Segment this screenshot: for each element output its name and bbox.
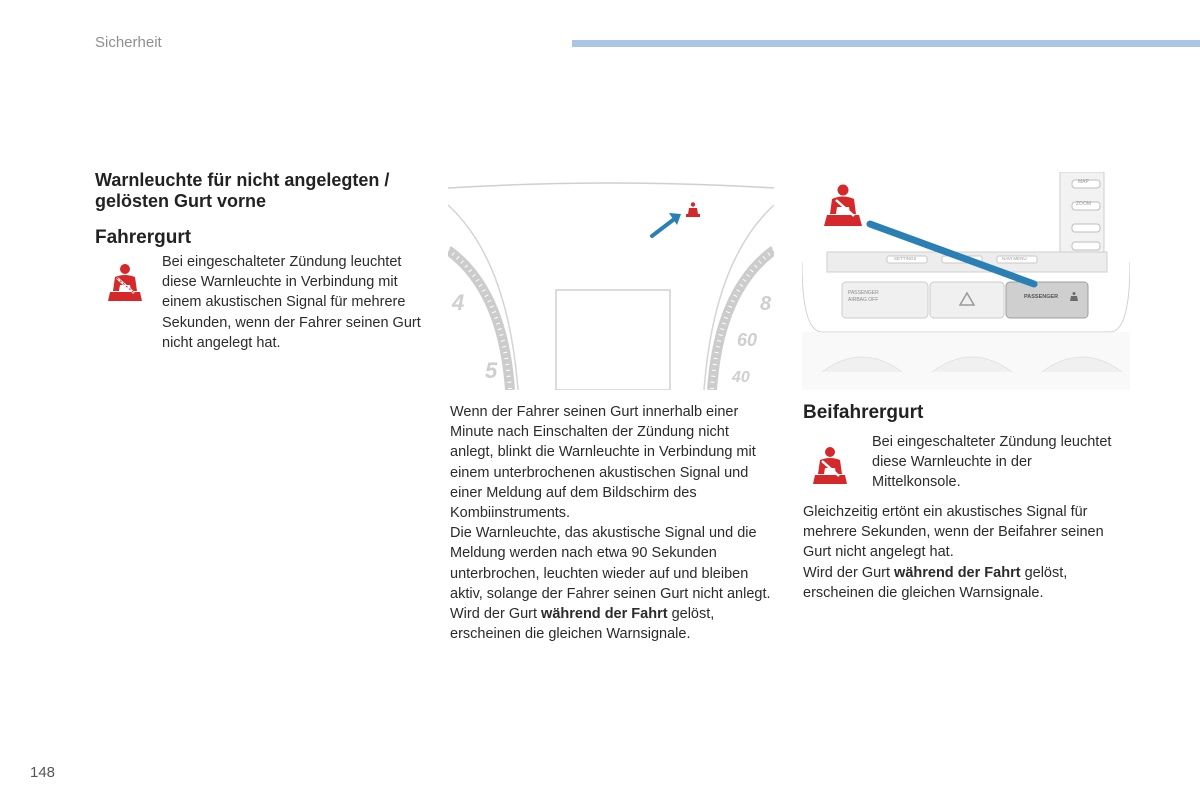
driver-paragraph-1: Wenn der Fahrer seinen Gurt innerhalb einer Minute nach Einschalten der Zündung nicht anlegt, blinkt die Warnleuchte in Verbindung mit einem unterbrochenen akustischen Signal und einer Meldung auf dem Bildschirm des Kombiinstruments. bbox=[450, 404, 756, 522]
gauge-left-number-2: 5 bbox=[485, 358, 498, 383]
page-number: 148 bbox=[30, 764, 56, 781]
main-title: Warnleuchte für nicht angelegten / gelösten Gurt vorne bbox=[95, 170, 390, 211]
passenger-body-text bbox=[803, 502, 1133, 603]
passenger-paragraph-1: Gleichzeitig ertönt ein akustisches Signal für mehrere Sekunden, wenn der Beifahrer seinen Gurt nicht angelegt hat. bbox=[803, 504, 1104, 561]
driver-paragraph-3: Wird der Gurt während der Fahrt gelöst, erscheinen die gleichen Warnsignale. bbox=[450, 606, 715, 643]
driver-paragraph-2: Die Warnleuchte, das akustische Signal und die Meldung werden nach etwa 90 Sekunden unterbrochen, leuchten wieder auf und bleiben aktiv, solange der Fahrer seinen Gurt nicht anlegt. bbox=[450, 525, 771, 602]
instrument-cluster-illustration bbox=[448, 180, 774, 390]
driver-body-text bbox=[450, 402, 772, 644]
gauge-right-number-1: 8 bbox=[760, 293, 772, 315]
passenger-intro-text: Bei eingeschalteter Zündung leuchtet diese Warnleuchte in der Mittelkonsole. bbox=[872, 434, 1112, 491]
driver-heading: Fahrergurt bbox=[95, 227, 192, 248]
center-console-illustration bbox=[802, 172, 1130, 390]
gauge-right-number-2: 60 bbox=[737, 330, 758, 350]
section-label: Sicherheit bbox=[95, 34, 162, 51]
driver-intro-text: Bei eingeschalteter Zündung leuchtet diese Warnleuchte in Verbindung mit einem akustischen Signal für mehrere Sekunden, wenn der Fahrer seinen Gurt nicht angelegt hat. bbox=[162, 254, 421, 351]
gauge-left-number-1: 4 bbox=[452, 290, 465, 315]
gauge-right-number-3: 40 bbox=[732, 369, 750, 386]
console-passenger-button-label: PASSENGER bbox=[1024, 294, 1059, 300]
console-airbag-off-label: PASSENGER AIRBAG OFF bbox=[848, 290, 879, 303]
console-lower-button-settings: SETTINGS bbox=[894, 256, 917, 261]
passenger-paragraph-2: Wird der Gurt während der Fahrt gelöst, erscheinen die gleichen Warnsignale. bbox=[803, 564, 1068, 601]
console-side-button-zoom: ZOOM bbox=[1076, 201, 1091, 207]
passenger-heading: Beifahrergurt bbox=[803, 402, 924, 423]
seatbelt-warning-icon bbox=[106, 263, 144, 303]
seatbelt-warning-icon-passenger bbox=[811, 446, 849, 486]
console-lower-button-navi: NAVI MENU bbox=[1002, 256, 1027, 261]
header-accent-bar bbox=[572, 40, 1200, 47]
console-side-button-map: MAP bbox=[1078, 179, 1089, 185]
